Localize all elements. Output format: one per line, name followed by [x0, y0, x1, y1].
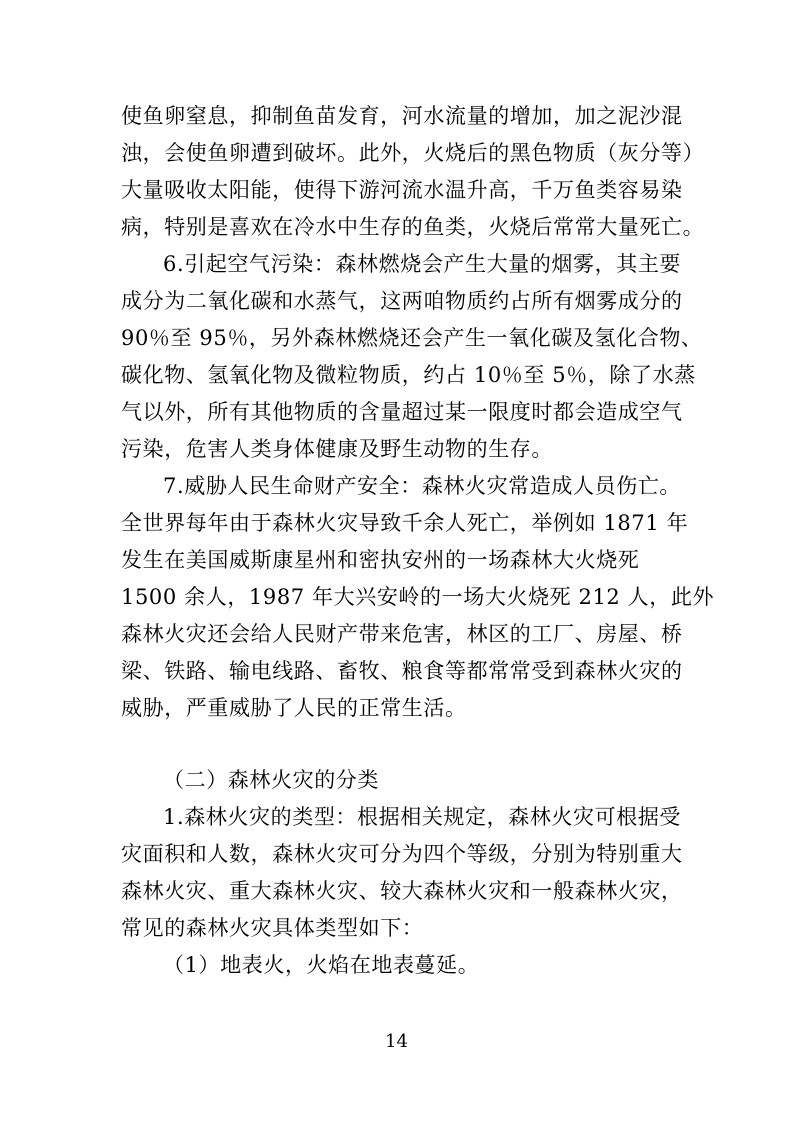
text-line: 大量吸收太阳能，使得下游河流水温升高，千万鱼类容易染 — [121, 178, 683, 202]
text-line: 气以外，所有其他物质的含量超过某一限度时都会造成空气 — [121, 400, 683, 424]
text-line: 灾面积和人数，森林火灾可分为四个等级，分别为特别重大 — [121, 842, 683, 866]
text-line: 1.森林火灾的类型：根据相关规定，森林火灾可根据受 — [163, 805, 682, 829]
page-body — [121, 98, 715, 984]
text-line: （1）地表火，火焰在地表蔓延。 — [163, 953, 480, 977]
text-line: 6.引起空气污染：森林燃烧会产生大量的烟雾，其主要 — [163, 252, 682, 276]
text-line: 威胁，严重威胁了人民的正常生活。 — [121, 696, 467, 720]
paragraph-fish-impact — [121, 98, 705, 246]
paragraph-air-pollution — [121, 246, 703, 468]
text-line: 病，特别是喜欢在冷水中生存的鱼类，火烧后常常大量死亡。 — [121, 215, 705, 239]
text-line: 常见的森林火灾具体类型如下： — [121, 916, 424, 940]
text-line: 全世界每年由于森林火灾导致千余人死亡，举例如 1871 年 — [121, 511, 689, 535]
text-line: 7.威胁人民生命财产安全：森林火灾常造成人员伤亡。 — [163, 474, 682, 498]
text-line: 成分为二氧化碳和水蒸气，这两咱物质约占所有烟雾成分的 — [121, 289, 683, 313]
text-line: 污染，危害人类身体健康及野生动物的生存。 — [121, 437, 553, 461]
text-line: 1500 余人，1987 年大兴安岭的一场大火烧死 212 人，此外 — [121, 585, 715, 609]
text-line: 碳化物、氢氧化物及微粒物质，约占 10％至 5％，除了水蒸 — [121, 363, 696, 387]
page-number: 14 — [385, 1031, 408, 1052]
text-line: 森林火灾还会给人民财产带来危害，林区的工厂、房屋、桥 — [121, 622, 683, 646]
paragraph-life-property — [121, 468, 715, 727]
text-line: 使鱼卵窒息，抑制鱼苗发育，河水流量的增加，加之泥沙混 — [121, 104, 683, 128]
text-line: 梁、铁路、输电线路、畜牧、粮食等都常常受到森林火灾的 — [121, 659, 683, 683]
section-spacer — [121, 727, 681, 762]
text-line: 森林火灾、重大森林火灾、较大森林火灾和一般森林火灾， — [121, 879, 683, 903]
text-line: 浊，会使鱼卵遭到破坏。此外，火烧后的黑色物质（灰分等） — [121, 141, 705, 165]
paragraph-fire-types — [121, 799, 681, 947]
text-line: 90％至 95％，另外森林燃烧还会产生一氧化碳及氢化合物、 — [121, 326, 703, 350]
text-line: 发生在美国威斯康星州和密执安州的一场森林大火烧死 — [121, 548, 640, 572]
paragraph-surface-fire — [121, 947, 681, 984]
section-heading: （二）森林火灾的分类 — [163, 768, 379, 792]
